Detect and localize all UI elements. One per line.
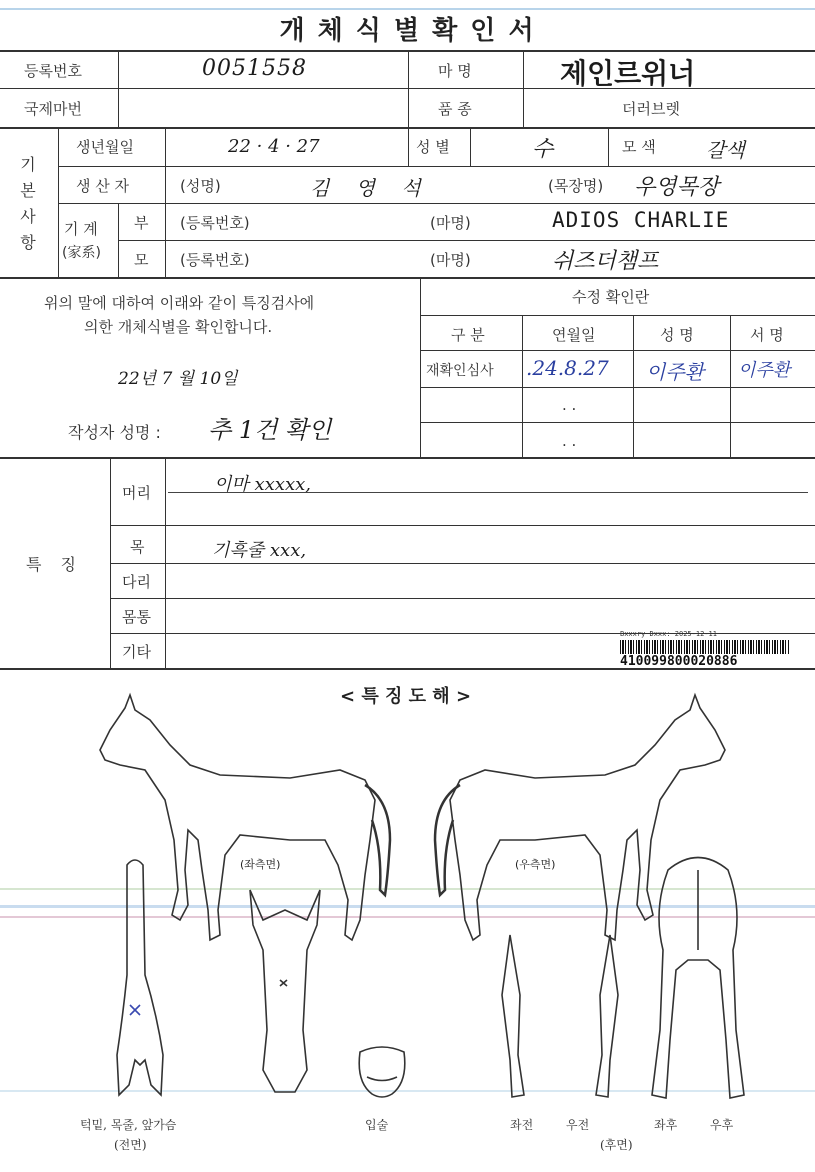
sire-name-label: (마명) [430, 214, 471, 232]
horse-front-neck-diagram [95, 855, 185, 1105]
horse-front-legs-diagram [500, 935, 620, 1105]
sire-label: 부 [134, 214, 149, 232]
recheck-name: 이주환 [646, 360, 704, 384]
horse-name-label: 마 명 [438, 62, 472, 80]
reg-no-value: 0051558 [202, 56, 307, 81]
head-label: 머리 [122, 484, 151, 502]
barcode-number: 410099800020886 [620, 654, 738, 669]
reg-no-label: 등록번호 [24, 62, 82, 80]
dam-reg-no-label: (등록번호) [180, 251, 250, 269]
diagram-title: < 특 징 도 해 > [340, 686, 472, 707]
dam-name-label: (마명) [430, 251, 471, 269]
col-name: 성 명 [660, 326, 694, 344]
col-sign: 서 명 [750, 326, 784, 344]
left-hind-caption: 좌후 [654, 1118, 678, 1132]
body-label: 몸통 [122, 608, 151, 626]
col-date: 연월일 [552, 326, 596, 344]
recheck-label: 재확인심사 [426, 363, 494, 379]
statement-line2: 의한 개체식별을 확인합니다. [84, 318, 273, 336]
pedigree-label: 기 계 [64, 220, 98, 238]
statement-line1: 위의 말에 대하여 이래와 같이 특징검사에 [44, 294, 315, 312]
stamp-date-text: Bxxxry Dxxx: 2025-12-11 [620, 630, 717, 638]
horse-rear-view-diagram [648, 850, 748, 1110]
legs-label: 다리 [122, 573, 151, 591]
horse-head-front-diagram [235, 880, 335, 1100]
left-front-caption: 좌전 [510, 1118, 534, 1132]
revision-header: 수정 확인란 [572, 288, 650, 306]
right-hind-caption: 우후 [710, 1118, 734, 1132]
col-division: 구 분 [451, 326, 485, 344]
horse-lips-diagram [352, 1042, 412, 1102]
issue-date: 22년 7 월 10일 [118, 369, 238, 389]
neck-value: 기흑줄 xxx, [212, 540, 307, 561]
empty-date-row3: . . [562, 432, 577, 450]
head-value: 이마 xxxxx, [214, 474, 311, 495]
recheck-date: .24.8.27 [526, 356, 609, 380]
right-side-caption: (우측면) [515, 858, 556, 871]
breeder-name-value: 김 영 석 [310, 176, 421, 200]
rear-caption: (후면) [600, 1138, 633, 1152]
sire-name-value: ADIOS CHARLIE [552, 208, 730, 232]
front-caption-2: (전면) [114, 1138, 147, 1152]
sire-reg-no-label: (등록번호) [180, 214, 250, 232]
breeder-label: 생 산 자 [76, 177, 130, 195]
lips-caption: 입술 [365, 1118, 389, 1132]
features-section-label: 특 징 [26, 555, 76, 574]
farm-value: 우영목장 [634, 175, 720, 200]
intl-no-label: 국제마번 [24, 100, 82, 118]
neck-label: 목 [130, 538, 145, 556]
sex-value: 수 [532, 137, 554, 162]
dam-name-value: 쉬즈더챔프 [552, 249, 659, 274]
color-label: 모 색 [622, 138, 656, 156]
farm-label: (목장명) [548, 177, 604, 195]
recheck-sign: 이주환 [738, 360, 791, 381]
dam-label: 모 [134, 251, 149, 269]
sex-label: 성 별 [416, 138, 450, 156]
pedigree-hanja: (家系) [62, 245, 101, 261]
breed-label: 품 종 [438, 100, 472, 118]
document-title: 개 체 식 별 확 인 서 [279, 16, 536, 46]
writer-label: 작성자 성명 : [68, 423, 161, 442]
left-side-caption: (좌측면) [240, 858, 281, 871]
breeder-name-label: (성명) [180, 177, 221, 195]
barcode-stamp [620, 630, 790, 669]
basic-section-label: 기 본 사 항 [20, 155, 36, 252]
empty-date-row2: . . [562, 396, 577, 414]
color-value: 갈색 [706, 138, 745, 162]
horse-name-value: 제인르위너 [560, 57, 696, 90]
birth-value: 22 · 4 · 27 [228, 136, 320, 157]
right-front-caption: 우전 [566, 1118, 590, 1132]
other-label: 기타 [122, 643, 151, 661]
birth-label: 생년월일 [76, 138, 134, 156]
front-caption-1: 턱밑, 목줄, 앞가슴 [80, 1118, 177, 1132]
barcode-bars [620, 640, 790, 654]
writer-signature: 추 1건 확인 [208, 416, 332, 444]
breed-value: 더러브렛 [622, 100, 680, 118]
